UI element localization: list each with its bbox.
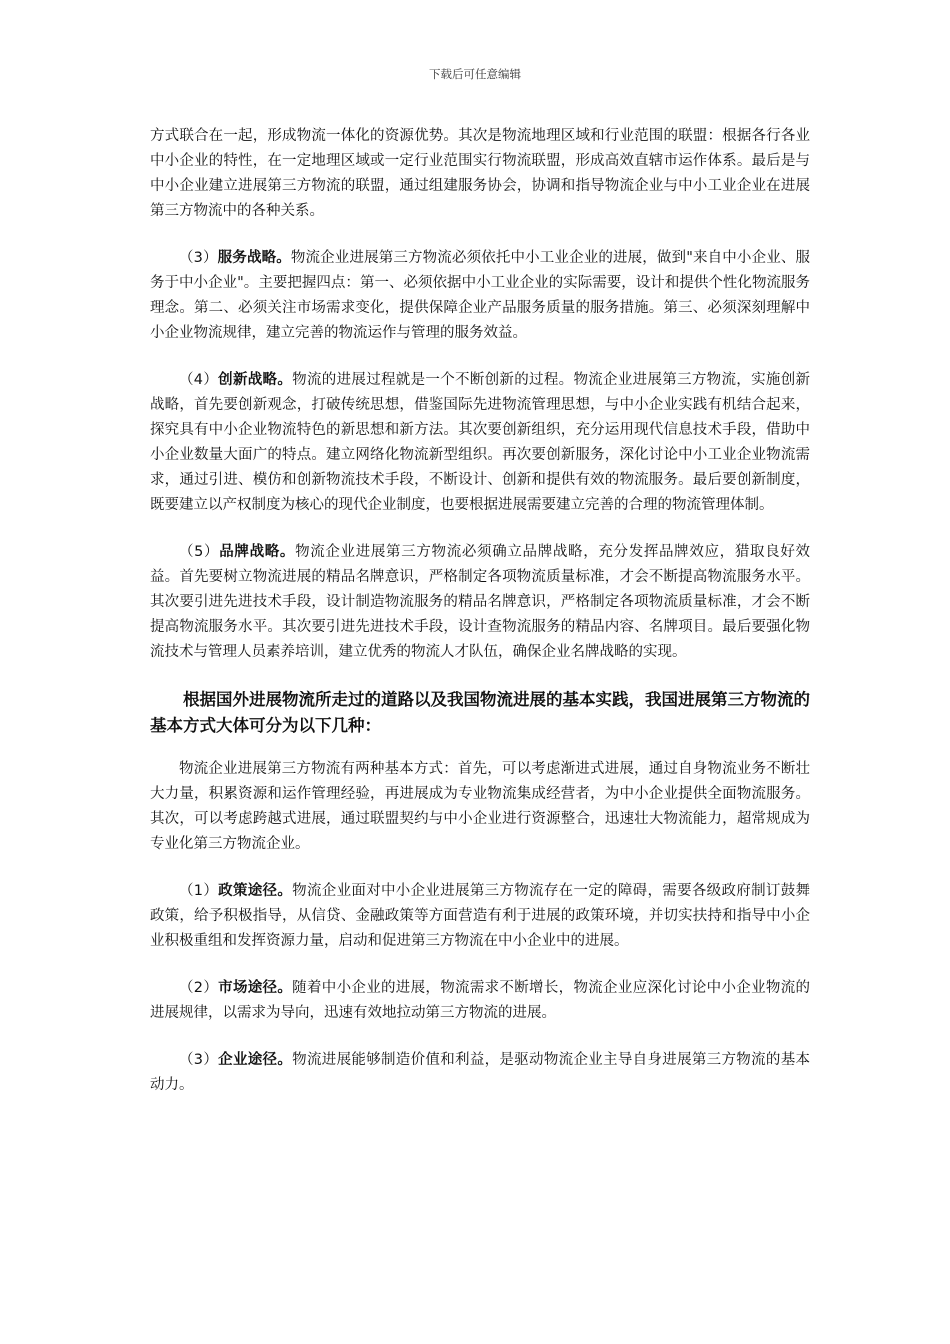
item-number: （1） [179,883,219,899]
item-text: 随着中小企业的进展，物流需求不断增长，物流企业应深化讨论中小企业物流的进展规律，以需求为导向，迅速有效地拉动第三方物流的进展。 [150,980,811,1021]
item-number: （3） [179,1052,219,1068]
paragraph-brand-strategy [150,540,810,665]
item-lead: 企业途径。 [218,1052,293,1068]
paragraph-service-strategy [150,246,810,346]
item-number: （5） [179,544,220,560]
paragraph-market-path [150,976,810,1026]
section-heading: 根据国外进展物流所走过的道路以及我国物流进展的基本实践，我国进展第三方物流的基本方式大体可分为以下几种： [150,690,810,735]
item-lead: 政策途径。 [218,883,293,899]
paragraph-alliance-continuation: 方式联合在一起，形成物流一体化的资源优势。其次是物流地理区域和行业范围的联盟：根据各行各业中小企业的特性，在一定地理区域或一定行业范围实行物流联盟，形成高效直辖市运作体系。最后是与中小企业建立进展第三方物流的联盟，通过组建服务协会，协调和指导物流企业与中小工业企业在进展第三方物流中的各种关系。 [150,128,810,219]
item-lead: 服务战略。 [217,250,291,266]
item-text: 物流企业进展第三方物流必须确立品牌战略，充分发挥品牌效应，猎取良好效益。首先要树立物流进展的精品名牌意识，严格制定各项物流质量标准，才会不断提高物流服务水平。其次要引进先进技术手段，设计制造物流服务的精品名牌意识，严格制定各项物流质量标准，才会不断提高物流服务水平。其次要引进先进技术手段，设计查物流服务的精品内容、名牌项目。最后要强化物流技术与管理人员素养培训，建立优秀的物流人才队伍，确保企业名牌战略的实现。 [150,544,811,660]
item-text: 物流企业面对中小企业进展第三方物流存在一定的障碍，需要各级政府制订鼓舞政策，给予积极指导，从信贷、金融政策等方面营造有利于进展的政策环境，并切实扶持和指导中小企业积极重组和发挥资源力量，启动和促进第三方物流在中小企业中的进展。 [150,883,811,949]
paragraph-enterprise-path [150,1048,810,1098]
page-header: 下载后可任意编辑 [429,67,521,81]
item-lead: 市场途径。 [218,980,293,996]
item-lead: 创新战略。 [218,372,293,388]
item-text: 物流进展能够制造价值和利益，是驱动物流企业主导自身进展第三方物流的基本动力。 [150,1052,811,1093]
item-number: （3） [179,250,218,266]
paragraph-innovation-strategy [150,368,810,518]
item-lead: 品牌战略。 [219,544,296,560]
document-body [150,124,810,1120]
item-number: （4） [179,372,219,388]
item-number: （2） [179,980,219,996]
paragraph-policy-path [150,879,810,954]
item-text: 物流企业进展第三方物流必须依托中小工业企业的进展，做到"来自中小企业、服务于中小企业"。主要把握四点：第一、必须依据中小工业企业的实际需要，设计和提供个性化物流服务理念。第二、必须关注市场需求变化，提供保障企业产品服务质量的服务措施。第三、必须深刻理解中小企业物流规律，建立完善的物流运作与管理的服务效益。 [150,250,811,341]
item-text: 物流的进展过程就是一个不断创新的过程。物流企业进展第三方物流，实施创新战略，首先要创新观念，打破传统思想，借鉴国际先进物流管理思想，与中小企业实践有机结合起来，探究具有中小企业物流特色的新思想和新方法。其次要创新组织，充分运用现代信息技术手段，借助中小企业数量大面广的特点。建立网络化物流新型组织。再次要创新服务，深化讨论中小工业企业物流需求，通过引进、模仿和创新物流技术手段，不断设计、创新和提供有效的物流服务。最后要创新制度，既要建立以产权制度为核心的现代企业制度，也要根据进展需要建立完善的合理的物流管理体制。 [150,372,811,513]
paragraph-basic-modes: 物流企业进展第三方物流有两种基本方式：首先，可以考虑渐进式进展，通过自身物流业务不断壮大力量，积累资源和运作管理经验，再进展成为专业物流集成经营者，为中小企业提供全面物流服务。其次，可以考虑跨越式进展，通过联盟契约与中小企业进行资源整合，迅速壮大物流能力，超常规成为专业化第三方物流企业。 [150,761,810,852]
